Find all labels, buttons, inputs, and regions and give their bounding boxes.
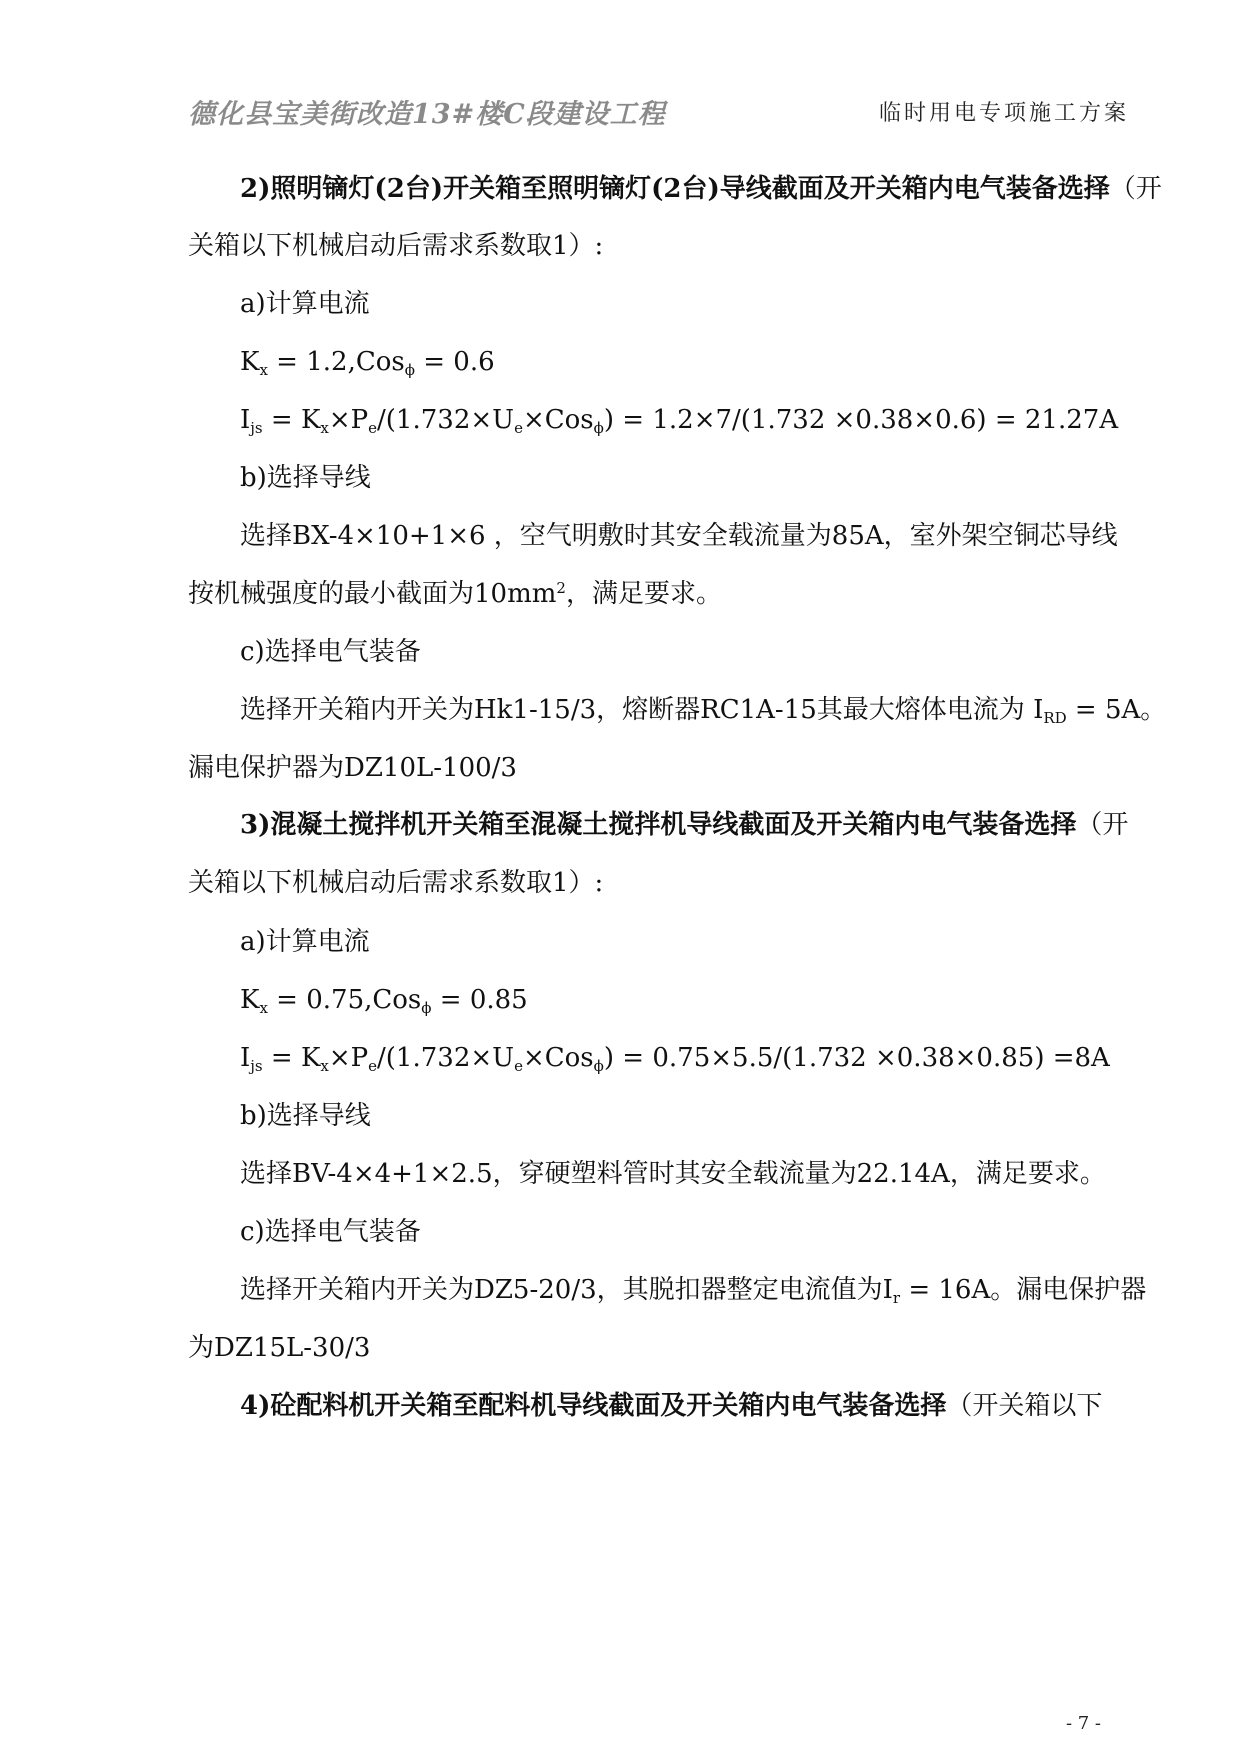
- sub-x: x: [320, 1057, 329, 1075]
- ijs-a: = K: [262, 405, 321, 435]
- ijs-f: ) = 1.2×7/(1.732 ×0.38×0.6) = 21.27A: [603, 405, 1119, 435]
- b-cont-post: ，满足要求。: [565, 579, 722, 609]
- sub-e: e: [514, 1057, 523, 1075]
- sub-rd: RD: [1043, 709, 1067, 727]
- sec2-heading-bold: 2)照明镝灯(2台)开关箱至照明镝灯(2台)导线截面及开关箱内电气装备选择: [240, 174, 1110, 204]
- sec3-c-label: c)选择电气装备: [240, 1217, 421, 1247]
- kx-mid: = 0.75,Cos: [267, 985, 422, 1015]
- sub-r: r: [892, 1289, 901, 1307]
- sec4-heading: [240, 1389, 1102, 1423]
- sub-js: js: [250, 1057, 263, 1075]
- sub-phi: ϕ: [404, 361, 415, 379]
- sub-phi: ϕ: [593, 1057, 604, 1075]
- sec4-heading-bold: 4)砼配料机开关箱至配料机导线截面及开关箱内电气装备选择: [240, 1391, 947, 1421]
- sub-phi: ϕ: [593, 419, 604, 437]
- sec3-heading-bold: 3)混凝土搅拌机开关箱至混凝土搅拌机导线截面及开关箱内电气装备选择: [240, 810, 1077, 840]
- ijs-f: ) = 0.75×5.5/(1.732 ×0.38×0.85) =8A: [603, 1043, 1110, 1073]
- sym-i: I: [240, 1043, 251, 1073]
- sec3-b-label: b)选择导线: [240, 1101, 371, 1131]
- ijs-d: ×Cos: [522, 1043, 594, 1073]
- sub-x: x: [259, 999, 268, 1017]
- sub-e: e: [368, 1057, 378, 1075]
- sec2-b-cont: [188, 577, 722, 611]
- page-number: - 7 -: [1065, 1713, 1101, 1734]
- ijs-c: /(1.732×U: [377, 405, 515, 435]
- sec2-b-label: b)选择导线: [240, 463, 371, 493]
- sym-k: K: [240, 347, 260, 377]
- sec2-heading-cont: 关箱以下机械启动后需求系数取1）:: [188, 231, 604, 261]
- kx-post: = 0.6: [414, 347, 495, 377]
- sec3-heading-tail: （开: [1076, 810, 1129, 840]
- ijs-b: ×P: [328, 405, 369, 435]
- sec2-c-cont: 漏电保护器为DZ10L-100/3: [188, 753, 517, 783]
- ijs-a: = K: [262, 1043, 321, 1073]
- sub-e: e: [368, 419, 378, 437]
- sec3-c-cont: 为DZ15L-30/3: [188, 1333, 371, 1363]
- sec2-heading: [240, 172, 1162, 206]
- ijs-d: ×Cos: [522, 405, 594, 435]
- sec3-ijs-formula: [240, 1041, 1110, 1075]
- sub-x: x: [320, 419, 329, 437]
- sym-i: I: [240, 405, 251, 435]
- ijs-c: /(1.732×U: [377, 1043, 515, 1073]
- sec2-c-text: [240, 693, 1166, 727]
- sec2-a-label: a)计算电流: [240, 289, 370, 319]
- c-text-pre: 选择开关箱内开关为DZ5-20/3，其脱扣器整定电流值为I: [240, 1275, 893, 1305]
- header-document-title: 临时用电专项施工方案: [878, 101, 1129, 126]
- sub-js: js: [250, 419, 263, 437]
- sym-k: K: [240, 985, 260, 1015]
- sec2-ijs-formula: [240, 403, 1118, 437]
- c-text-post: = 5A。: [1066, 695, 1167, 725]
- c-text-pre: 选择开关箱内开关为Hk1-15/3，熔断器RC1A-15其最大熔体电流为 I: [240, 695, 1044, 725]
- sec2-c-label: c)选择电气装备: [240, 637, 421, 667]
- kx-post: = 0.85: [431, 985, 528, 1015]
- sec4-heading-tail: （开关箱以下: [946, 1391, 1103, 1421]
- sub-x: x: [259, 361, 268, 379]
- sub-phi: ϕ: [421, 999, 432, 1017]
- b-cont-pre: 按机械强度的最小截面为10mm: [188, 579, 557, 609]
- ijs-b: ×P: [328, 1043, 369, 1073]
- sup-2: 2: [556, 579, 566, 597]
- header-project-title: 德化县宝美街改造13#楼C段建设工程: [188, 99, 666, 130]
- sec2-b-text: 选择BX-4×10+1×6 ，空气明敷时其安全载流量为85A，室外架空铜芯导线: [240, 521, 1118, 551]
- sec3-b-text: 选择BV-4×4+1×2.5，穿硬塑料管时其安全载流量为22.14A，满足要求。: [240, 1159, 1106, 1189]
- sec3-heading-cont: 关箱以下机械启动后需求系数取1）:: [188, 868, 604, 898]
- sec3-a-label: a)计算电流: [240, 927, 370, 957]
- c-text-post: = 16A。漏电保护器: [900, 1275, 1147, 1305]
- sec3-heading: [240, 808, 1128, 842]
- sec2-kx-formula: [240, 345, 495, 379]
- sec3-kx-formula: [240, 983, 528, 1017]
- sub-e: e: [514, 419, 523, 437]
- sec2-heading-tail: （开: [1109, 174, 1162, 204]
- sec3-c-text: [240, 1273, 1146, 1307]
- kx-mid: = 1.2,Cos: [267, 347, 405, 377]
